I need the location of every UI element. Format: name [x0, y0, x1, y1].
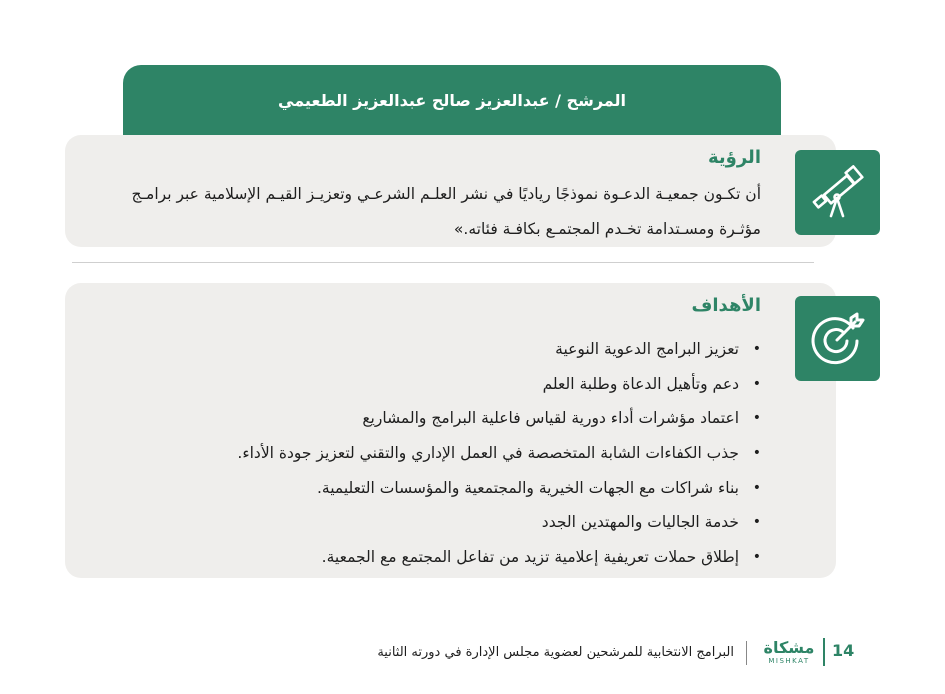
goal-text: خدمة الجاليات والمهتدين الجدد: [541, 513, 739, 532]
goal-text: بناء شراكات مع الجهات الخيرية والمجتمعية والمؤسسات التعليمية.: [316, 478, 739, 497]
target-icon: [795, 296, 880, 381]
vision-card: [65, 135, 836, 247]
footer-text: البرامج الانتخابية للمرشحين لعضوية مجلس الإدارة في دورته الثانية: [377, 645, 734, 660]
footer-separator: [746, 641, 747, 665]
bullet: •: [752, 548, 761, 565]
bullet: •: [752, 479, 761, 496]
goals-list: [237, 332, 761, 574]
candidate-name: المرشح / عبدالعزيز صالح عبدالعزيز الطعيمي: [278, 91, 626, 110]
telescope-icon: [795, 150, 880, 235]
goal-text: جذب الكفاءات الشابة المتخصصة في العمل الإداري والتقني لتعزيز جودة الأداء.: [237, 444, 739, 463]
list-item: [237, 436, 761, 471]
goal-text: تعزيز البرامج الدعوية النوعية: [555, 340, 739, 359]
bullet: •: [752, 375, 761, 392]
list-item: [237, 332, 761, 367]
list-item: [237, 505, 761, 540]
list-item: [237, 470, 761, 505]
bullet: •: [752, 445, 761, 462]
vision-text: أن تكـون جمعيـة الدعـوة نموذجًا رياديًا في نشر العلـم الشرعـي وتعزيـز القيـم الإسلامية عبر برامـج مؤثـرة ومسـتدامة تخـدم المجتمـع بكافـة فئاته.»: [131, 185, 761, 238]
goal-text: اعتماد مؤشرات أداء دورية لقياس فاعلية البرامج والمشاريع: [362, 409, 739, 428]
vision-title: الرؤية: [708, 147, 761, 168]
logo-arabic: مشكاة: [763, 638, 815, 657]
bullet: •: [752, 341, 761, 358]
logo-english: MISHKAT: [768, 657, 810, 665]
goals-card: [65, 283, 836, 578]
candidate-header: [123, 65, 781, 139]
bullet: •: [752, 410, 761, 427]
section-divider: [72, 262, 814, 263]
mishkat-logo: [760, 639, 818, 667]
list-item: [237, 540, 761, 575]
goal-text: إطلاق حملات تعريفية إعلامية تزيد من تفاعل المجتمع مع الجمعية.: [321, 547, 739, 566]
list-item: [237, 401, 761, 436]
footer-separator: [823, 638, 825, 666]
goals-title: الأهداف: [691, 295, 761, 316]
page-number: 14: [832, 641, 855, 660]
bullet: •: [752, 514, 761, 531]
list-item: [237, 367, 761, 402]
goal-text: دعم وتأهيل الدعاة وطلبة العلم: [542, 374, 739, 393]
